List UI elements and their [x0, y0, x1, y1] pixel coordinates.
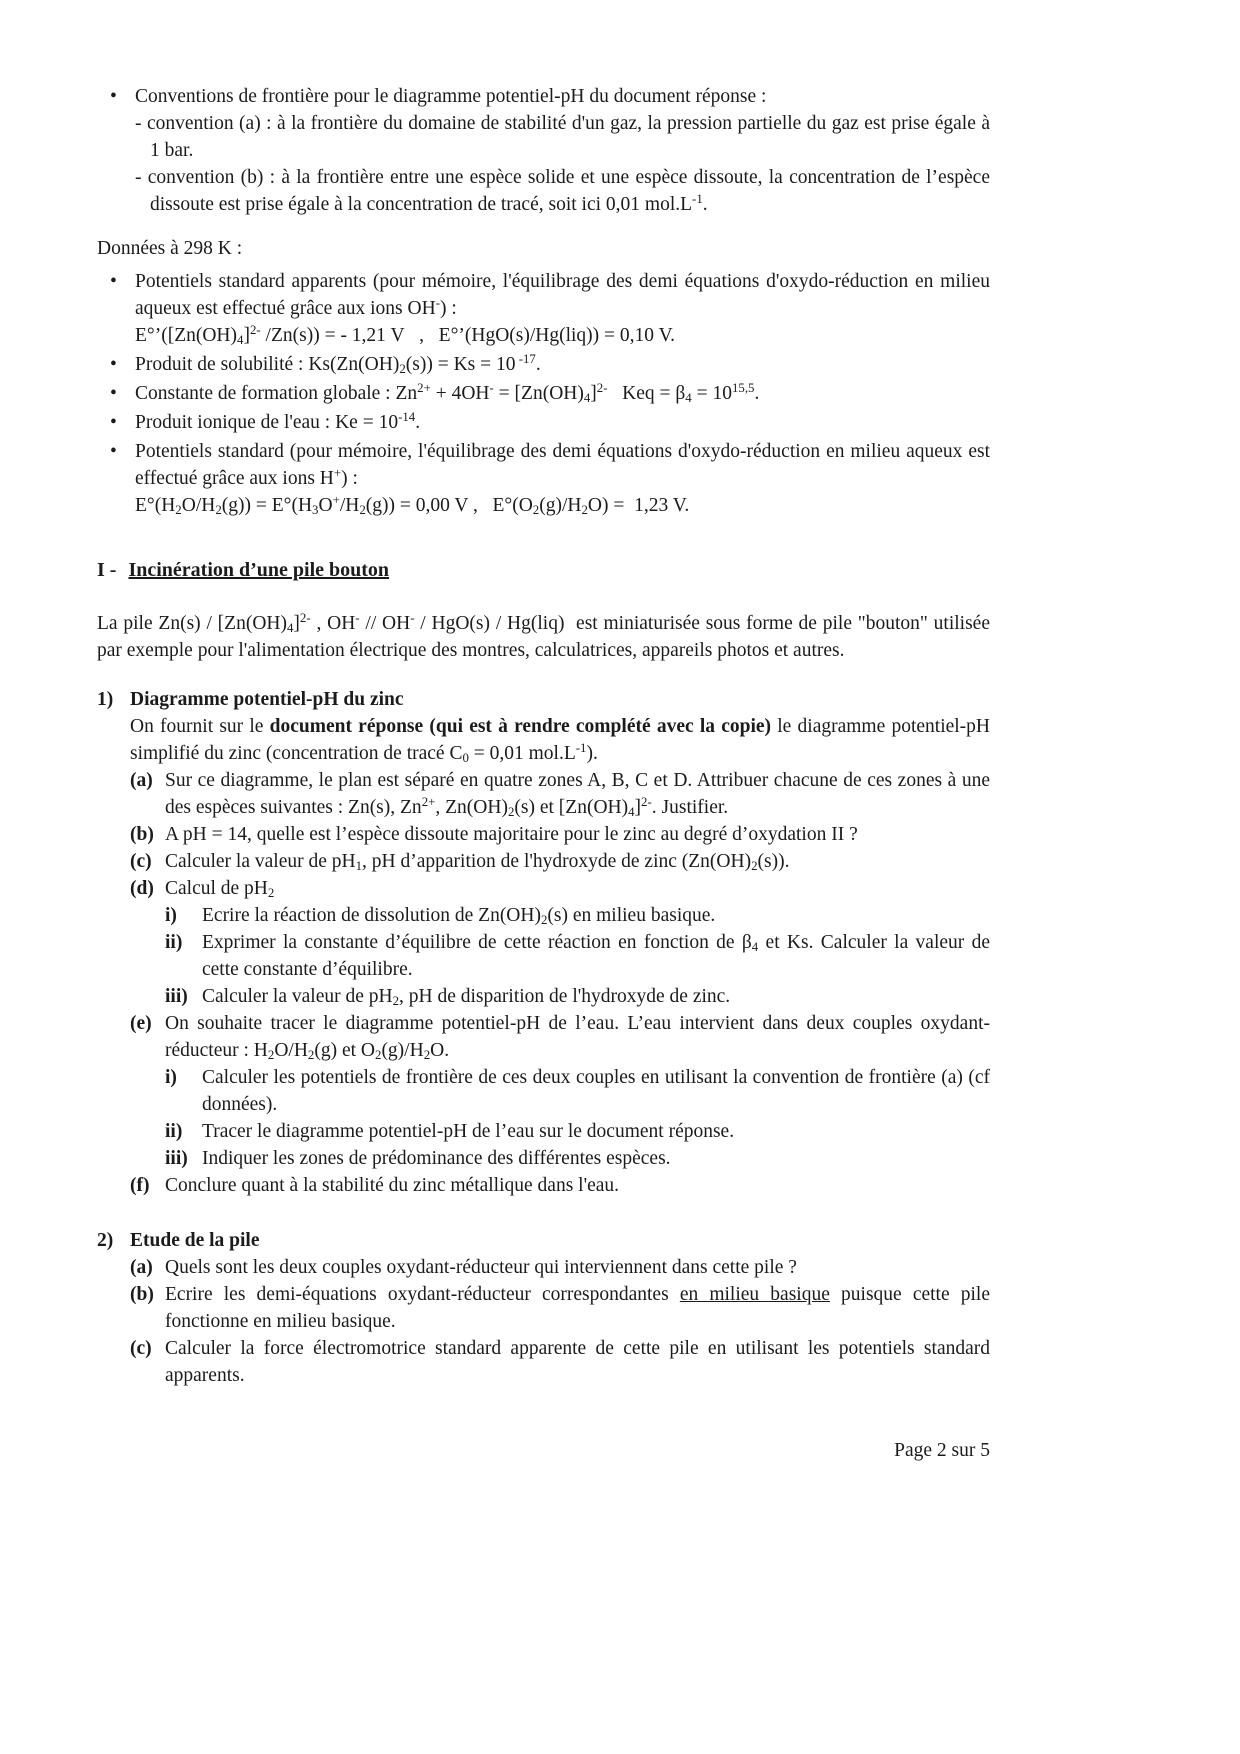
- sub-item-label: iii): [165, 1148, 188, 1169]
- sub-item-e-ii: [165, 1118, 990, 1145]
- question-1-intro: On fournit sur le document réponse (qui est à rendre complété avec la copie) le diagramme potentiel-pH simplifié du zinc (concentration de tracé $C_0 = 0,01$ $mol.L^{-1}$).: [130, 716, 991, 765]
- conventions-block: [97, 83, 990, 218]
- question-item-c: [130, 1335, 990, 1389]
- item-text: Sur ce diagramme, le plan est séparé en quatre zones A, B, C et D. Attribuer chacune de ces zones à une des espèces suivantes : Zn(s), $Zn^{2+}$, $Zn(OH)_2(s)$ et $[Zn(OH)_4]^{2-}$. Justifier.: [165, 770, 990, 819]
- question-item-c: [130, 848, 990, 875]
- question-item-b: [130, 1281, 990, 1335]
- donnees-item: [97, 380, 990, 407]
- question-item-e: [130, 1010, 990, 1172]
- conventions-title: Conventions de frontière pour le diagramme potentiel-pH du document réponse :: [135, 86, 767, 107]
- sub-item-d-ii: [165, 929, 990, 983]
- item-label: (f): [130, 1175, 150, 1196]
- item-text: Calculer la force électromotrice standard apparente de cette pile en utilisant les potentiels standard apparents.: [165, 1338, 990, 1386]
- question-2: [97, 1227, 990, 1389]
- item-label: (a): [130, 1257, 153, 1278]
- donnees-item-text: Potentiels standard (pour mémoire, l'équilibrage des demi équations d'oxydo-réduction en milieu aqueux est effectué grâce aux ions H+) : $E^\circ(H_2O/H_2(g)) = E^\circ(H_3O^+/H_2(g)) = 0,00$ V , $E^\circ(O_2(g)/H_2O) = 1,23$ V.: [135, 441, 990, 517]
- bullet-icon: [97, 83, 135, 218]
- sub-item-label: i): [165, 905, 177, 926]
- question-2-body: [130, 1227, 990, 1389]
- item-text: Quels sont les deux couples oxydant-réducteur qui interviennent dans cette pile ?: [165, 1257, 797, 1278]
- conventions-body: [135, 83, 990, 218]
- sub-item-label: ii): [165, 932, 183, 953]
- question-2-number: 2): [97, 1230, 114, 1251]
- sub-item-d-iii: [165, 983, 990, 1010]
- page-number: Page 2 sur 5: [894, 1440, 990, 1461]
- bullet-icon: [97, 268, 135, 349]
- sub-item-e-iii: [165, 1145, 990, 1172]
- question-1: [97, 686, 990, 1199]
- sub-item-text: Ecrire la réaction de dissolution de $Zn(OH)_2(s)$ en milieu basique.: [202, 905, 716, 927]
- item-label: (d): [130, 878, 154, 899]
- sub-item-label: iii): [165, 986, 188, 1007]
- question-2-title: Etude de la pile: [130, 1230, 260, 1251]
- question-item-a: [130, 1254, 990, 1281]
- section-heading: [97, 557, 990, 584]
- item-text: On souhaite tracer le diagramme potentiel-pH de l’eau. L’eau intervient dans deux couples oxydant-réducteur : $H_2O/H_2(g)$ et $O_2(g)/H_2O$.: [165, 1013, 990, 1062]
- item-label: (a): [130, 770, 153, 791]
- question-item-a: [130, 767, 990, 821]
- sub-item-text: Calculer les potentiels de frontière de ces deux couples en utilisant la convention de frontière (a) (cf données).: [202, 1067, 990, 1115]
- donnees-item: [97, 351, 990, 378]
- item-label: (c): [130, 1338, 152, 1359]
- bullet-icon: [97, 438, 135, 519]
- convention-a-line: - convention (a) : à la frontière du domaine de stabilité d'un gaz, la pression partielle du gaz est prise égale à 1 bar.: [135, 113, 990, 161]
- item-body: [165, 875, 990, 1010]
- sub-item-text: Tracer le diagramme potentiel-pH de l’eau sur le document réponse.: [202, 1121, 735, 1142]
- donnees-item-text: Constante de formation globale : $Zn^{2+} + 4OH^- = [Zn(OH)_4]^{2-}$ Keq = $\beta_4 = 10^{15,5}$.: [135, 380, 760, 405]
- bullet-icon: [97, 351, 135, 378]
- donnees-item: [97, 409, 990, 436]
- donnees-item-text: Potentiels standard apparents (pour mémoire, l'équilibrage des demi équations d'oxydo-réduction en milieu aqueux est effectué grâce aux ions OH-) : $E^\circ’([Zn(OH)_4]^{2-}$ /Zn(s)) = - 1,21 V , E°’(HgO(s)/Hg(liq)) = 0,10 V.: [135, 271, 990, 347]
- donnees-item-text: Produit ionique de l'eau : $Ke = 10^{-14}$.: [135, 409, 421, 433]
- item-text: Conclure quant à la stabilité du zinc métallique dans l'eau.: [165, 1175, 620, 1196]
- item-label: (b): [130, 1284, 154, 1305]
- question-item-f: [130, 1172, 990, 1199]
- sub-item-d-i: [165, 902, 990, 929]
- sub-item-label: ii): [165, 1121, 183, 1142]
- sub-item-text: Exprimer la constante d’équilibre de cette réaction en fonction de $\beta_4$ et Ks. Calculer la valeur de cette constante d’équilibre.: [202, 932, 990, 980]
- donnees-item: [97, 438, 990, 519]
- section-title: Incinération d’une pile bouton: [128, 559, 390, 581]
- donnees-heading: Données à 298 K :: [97, 238, 243, 259]
- section-number: I -: [97, 559, 117, 581]
- item-text: A pH = 14, quelle est l’espèce dissoute majoritaire pour le zinc au degré d’oxydation II ?: [165, 824, 858, 845]
- question-1-body: [130, 686, 990, 1199]
- question-1-title: Diagramme potentiel-pH du zinc: [130, 689, 404, 710]
- section-intro: La pile $Zn(s) / [Zn(OH)_4]^{2-}$ , OH- // OH- / HgO(s) / Hg(liq) est miniaturisée sous forme de pile "bouton" utilisée par exemple pour l'alimentation électrique des montres, calculatrices, appareils photos et autres.: [97, 610, 990, 661]
- item-text: Calcul de $pH_2$: [165, 878, 275, 900]
- donnees-item: [97, 268, 990, 349]
- bullet-icon: [97, 409, 135, 436]
- sub-item-text: Indiquer les zones de prédominance des différentes espèces.: [202, 1148, 671, 1169]
- question-item-b: [130, 821, 990, 848]
- item-text: Calculer la valeur de $pH_1$, pH d’apparition de l'hydroxyde de zinc $(Zn(OH)_2(s))$.: [165, 851, 790, 873]
- donnees-item-text: Produit de solubilité : $Ks(Zn(OH)_2(s)) = Ks = 10$ $^{-17}$.: [135, 351, 541, 376]
- item-label: (c): [130, 851, 152, 872]
- question-1-number: 1): [97, 689, 114, 710]
- item-body: [165, 1010, 990, 1172]
- item-label: (b): [130, 824, 154, 845]
- item-text: Ecrire les demi-équations oxydant-réducteur correspondantes en milieu basique puisque cette pile fonctionne en milieu basique.: [165, 1284, 990, 1332]
- donnees-list: [97, 268, 990, 519]
- sub-item-e-i: [165, 1064, 990, 1118]
- bullet-icon: [97, 380, 135, 407]
- question-item-d: [130, 875, 990, 1010]
- sub-item-text: Calculer la valeur de $pH_2$, pH de disparition de l'hydroxyde de zinc.: [202, 986, 731, 1008]
- item-label: (e): [130, 1013, 152, 1034]
- convention-b-line: - convention (b) : à la frontière entre une espèce solide et une espèce dissoute, la concentration de l’espèce dissoute est prise égale à la concentration de tracé, soit ici 0,01 $mol.L^{-1}$.: [135, 167, 990, 215]
- sub-item-label: i): [165, 1067, 177, 1088]
